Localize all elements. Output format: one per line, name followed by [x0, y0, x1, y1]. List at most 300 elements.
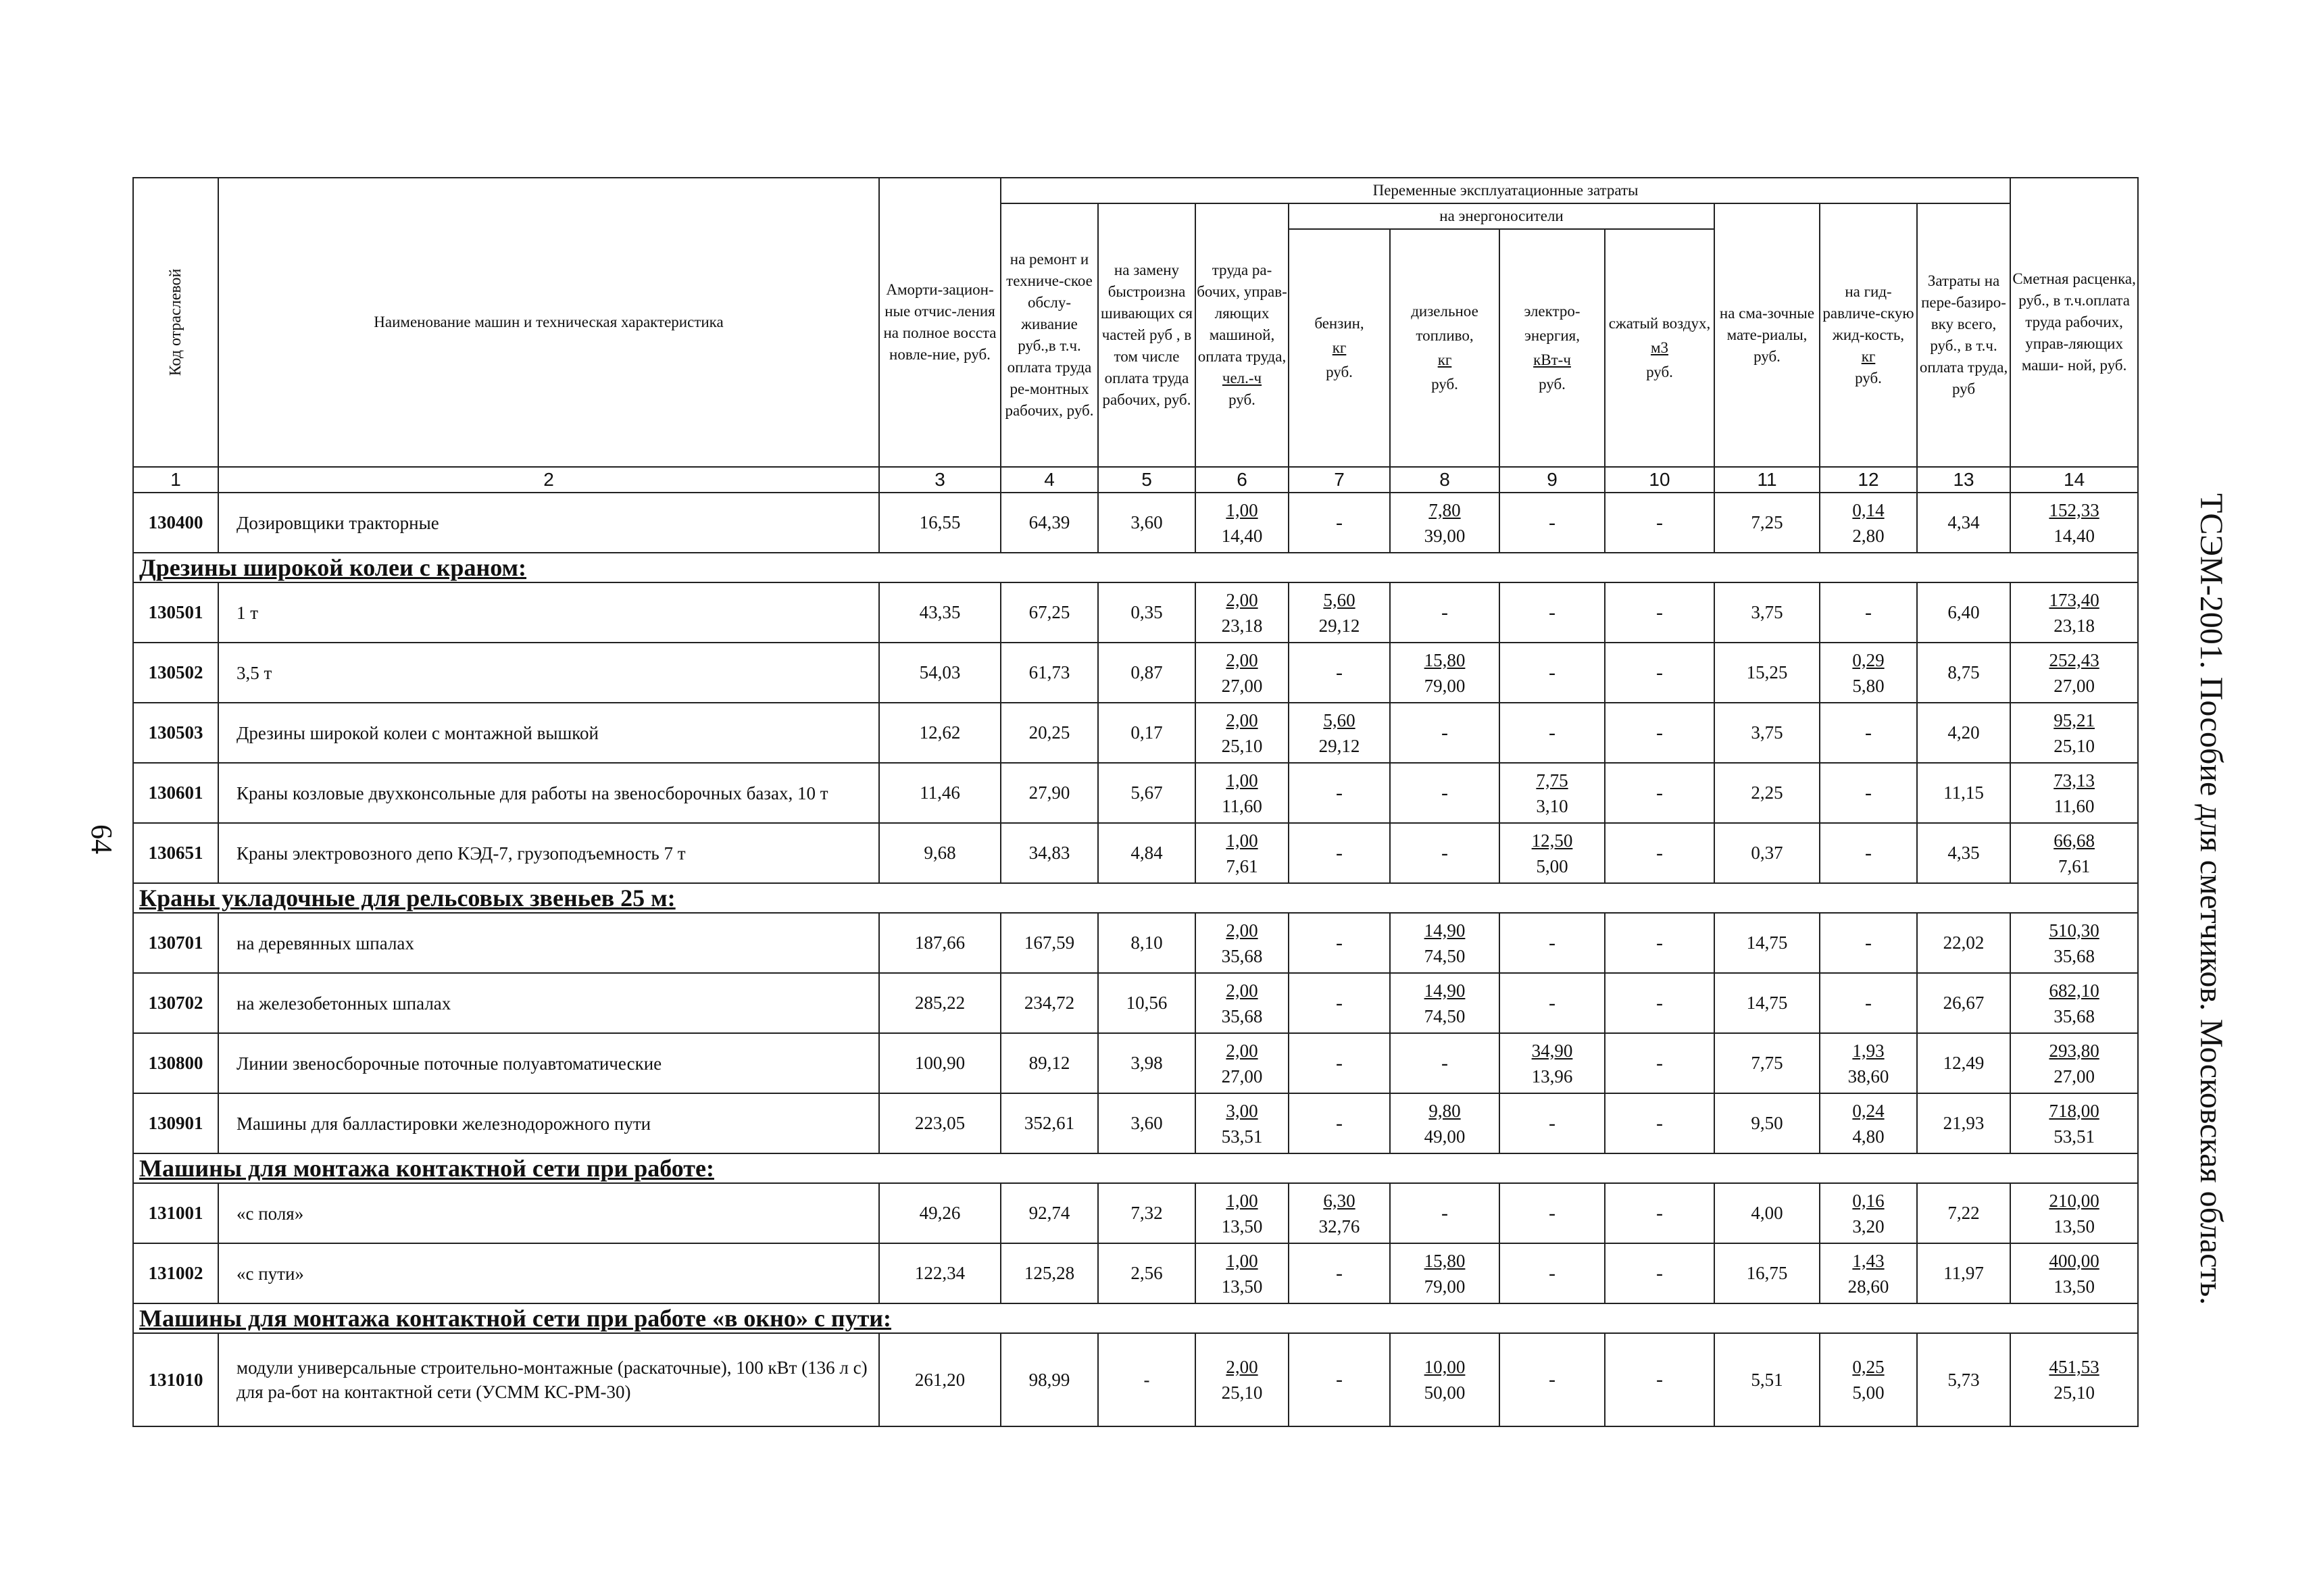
air-value: -: [1656, 661, 1663, 684]
header-amortization: Аморти-зацион-ные отчис-ления на полное восста новле-ние, руб.: [879, 178, 1001, 467]
table-row: [133, 823, 2138, 883]
lubricants-value: 7,25: [1714, 493, 1820, 553]
replace-value: 3,60: [1098, 1093, 1195, 1153]
labor-cost: 25,10: [1221, 735, 1263, 756]
header-air-top: сжатый воздух,: [1608, 315, 1711, 332]
estimate: [2010, 1093, 2138, 1153]
lubricants-value: 15,25: [1714, 643, 1820, 703]
machine-code: 130502: [133, 643, 218, 703]
hydraulic-value: -: [1865, 721, 1872, 744]
lubricants-value: 7,75: [1714, 1033, 1820, 1093]
machine-code: 131002: [133, 1243, 218, 1303]
group-title: Краны укладочные для рельсовых звеньев 25 м:: [133, 883, 2138, 913]
replace-value: 0,87: [1098, 643, 1195, 703]
air: [1605, 703, 1714, 763]
estimate-quantity: 173,40: [2049, 589, 2099, 610]
electric-cost: 13,96: [1531, 1066, 1573, 1087]
air-value: -: [1656, 781, 1663, 804]
air-value: -: [1656, 931, 1663, 954]
labor-cost: 27,00: [1221, 675, 1263, 696]
machine-code: 130701: [133, 913, 218, 973]
relocation-value: 11,97: [1917, 1243, 2010, 1303]
petrol: [1289, 973, 1390, 1033]
air: [1605, 1183, 1714, 1243]
header-labor: [1195, 203, 1289, 467]
machine-code: 131010: [133, 1333, 218, 1426]
diesel-value: -: [1441, 841, 1448, 864]
column-number: 11: [1714, 467, 1820, 493]
group-title: Машины для монтажа контактной сети при работе:: [133, 1153, 2138, 1183]
hydraulic: [1820, 493, 1917, 553]
diesel-cost: 79,00: [1424, 1276, 1466, 1297]
hydraulic-quantity: 1,93: [1852, 1040, 1885, 1061]
labor-cost: 35,68: [1221, 945, 1263, 966]
labor-quantity: 2,00: [1226, 920, 1258, 941]
header-labor-top: труда ра-бочих, управ-ляющих машиной, оплата труда,: [1197, 261, 1287, 365]
air-value: -: [1656, 721, 1663, 744]
air-value: -: [1656, 1051, 1663, 1074]
hydraulic: [1820, 1333, 1917, 1426]
header-air-unit: м3: [1650, 339, 1669, 356]
hydraulic-cost: 28,60: [1847, 1276, 1889, 1297]
estimate: [2010, 763, 2138, 823]
amortization-value: 9,68: [879, 823, 1001, 883]
hydraulic-quantity: 0,16: [1852, 1190, 1885, 1211]
air: [1605, 973, 1714, 1033]
relocation-value: 4,34: [1917, 493, 2010, 553]
header-hydraulic-unit: кг: [1861, 348, 1876, 365]
petrol-value: -: [1336, 991, 1343, 1014]
header-labor-rub: руб.: [1228, 391, 1255, 408]
estimate-quantity: 682,10: [2049, 980, 2099, 1001]
estimate-cost: 53,51: [2053, 1126, 2095, 1147]
column-number: 8: [1390, 467, 1499, 493]
diesel: [1390, 913, 1499, 973]
estimate-quantity: 152,33: [2049, 499, 2099, 520]
page-number: 64: [85, 824, 118, 854]
electric-value: -: [1549, 1201, 1555, 1224]
petrol-value: -: [1336, 661, 1343, 684]
petrol: [1289, 913, 1390, 973]
header-code: [133, 178, 218, 467]
estimate: [2010, 823, 2138, 883]
amortization-value: 12,62: [879, 703, 1001, 763]
column-numbers-row: [133, 467, 2138, 493]
diesel: [1390, 1183, 1499, 1243]
diesel: [1390, 1093, 1499, 1153]
header-code-label: Код отраслевой: [167, 268, 184, 376]
hydraulic: [1820, 703, 1917, 763]
amortization-value: 223,05: [879, 1093, 1001, 1153]
labor-quantity: 2,00: [1226, 1040, 1258, 1061]
repair-value: 34,83: [1001, 823, 1098, 883]
table-row: [133, 703, 2138, 763]
column-number: 9: [1499, 467, 1605, 493]
electric: [1499, 582, 1605, 643]
header-lubricants: на сма-зочные мате-риалы, руб.: [1714, 203, 1820, 467]
hydraulic-value: -: [1865, 841, 1872, 864]
diesel-cost: 49,00: [1424, 1126, 1466, 1147]
petrol: [1289, 823, 1390, 883]
relocation-value: 12,49: [1917, 1033, 2010, 1093]
repair-value: 352,61: [1001, 1093, 1098, 1153]
machine-name: на деревянных шпалах: [218, 913, 879, 973]
electric-value: -: [1549, 1262, 1555, 1285]
header-diesel-unit: кг: [1437, 351, 1452, 368]
repair-value: 98,99: [1001, 1333, 1098, 1426]
labor-quantity: 3,00: [1226, 1100, 1258, 1121]
hydraulic-value: -: [1865, 991, 1872, 1014]
replace-value: 2,56: [1098, 1243, 1195, 1303]
lubricants-value: 4,00: [1714, 1183, 1820, 1243]
column-number: 3: [879, 467, 1001, 493]
column-number: 6: [1195, 467, 1289, 493]
header-hydraulic-rub: руб.: [1855, 370, 1882, 386]
petrol-cost: 29,12: [1318, 735, 1360, 756]
diesel-cost: 74,50: [1424, 1005, 1466, 1026]
group-title: Машины для монтажа контактной сети при работе «в окно» с пути:: [133, 1303, 2138, 1333]
table-row: [133, 1333, 2138, 1426]
lubricants-value: 14,75: [1714, 913, 1820, 973]
machine-name: «с поля»: [218, 1183, 879, 1243]
petrol: [1289, 582, 1390, 643]
electric: [1499, 1033, 1605, 1093]
replace-value: 3,60: [1098, 493, 1195, 553]
diesel-cost: 74,50: [1424, 945, 1466, 966]
estimate: [2010, 1243, 2138, 1303]
labor: [1195, 1183, 1289, 1243]
diesel: [1390, 1243, 1499, 1303]
estimate: [2010, 1183, 2138, 1243]
repair-value: 234,72: [1001, 973, 1098, 1033]
labor-cost: 23,18: [1221, 615, 1263, 636]
electric: [1499, 493, 1605, 553]
electric: [1499, 1243, 1605, 1303]
estimate-cost: 7,61: [2058, 855, 2091, 876]
hydraulic: [1820, 1033, 1917, 1093]
estimate: [2010, 913, 2138, 973]
table-row: [133, 1243, 2138, 1303]
petrol-quantity: 6,30: [1323, 1190, 1355, 1211]
diesel-value: -: [1441, 781, 1448, 804]
electric-value: -: [1549, 1112, 1555, 1134]
machine-name: Краны электровозного депо КЭД-7, грузоподъемность 7 т: [218, 823, 879, 883]
machine-name: Машины для балластировки железнодорожного пути: [218, 1093, 879, 1153]
air: [1605, 1033, 1714, 1093]
petrol: [1289, 1183, 1390, 1243]
petrol: [1289, 493, 1390, 553]
relocation-value: 4,35: [1917, 823, 2010, 883]
labor: [1195, 763, 1289, 823]
diesel-cost: 39,00: [1424, 525, 1466, 546]
group-header-row: [133, 883, 2138, 913]
labor: [1195, 1033, 1289, 1093]
electric-cost: 3,10: [1536, 795, 1568, 816]
column-number: 5: [1098, 467, 1195, 493]
labor: [1195, 643, 1289, 703]
air: [1605, 643, 1714, 703]
labor: [1195, 973, 1289, 1033]
diesel: [1390, 973, 1499, 1033]
machine-code: 130400: [133, 493, 218, 553]
amortization-value: 261,20: [879, 1333, 1001, 1426]
diesel-quantity: 7,80: [1428, 499, 1461, 520]
machine-code: 130503: [133, 703, 218, 763]
group-header-row: [133, 553, 2138, 582]
air-value: -: [1656, 1262, 1663, 1285]
replace-value: 5,67: [1098, 763, 1195, 823]
machine-name: 3,5 т: [218, 643, 879, 703]
machine-code: 130901: [133, 1093, 218, 1153]
electric-value: -: [1549, 511, 1555, 534]
electric: [1499, 1093, 1605, 1153]
petrol: [1289, 643, 1390, 703]
electric: [1499, 703, 1605, 763]
estimate: [2010, 973, 2138, 1033]
diesel-value: -: [1441, 721, 1448, 744]
relocation-value: 6,40: [1917, 582, 2010, 643]
electric-value: -: [1549, 931, 1555, 954]
repair-value: 67,25: [1001, 582, 1098, 643]
header-repair: на ремонт и техниче-ское обслу-живание руб.,в т.ч. оплата труда ре-монтных рабочих, руб.: [1001, 203, 1098, 467]
diesel-value: -: [1441, 601, 1448, 624]
diesel-quantity: 15,80: [1424, 649, 1466, 670]
estimate-cost: 35,68: [2053, 1005, 2095, 1026]
replace-value: 3,98: [1098, 1033, 1195, 1093]
table-row: [133, 763, 2138, 823]
electric-value: -: [1549, 721, 1555, 744]
amortization-value: 43,35: [879, 582, 1001, 643]
header-petrol: [1289, 229, 1390, 467]
relocation-value: 26,67: [1917, 973, 2010, 1033]
petrol-quantity: 5,60: [1323, 709, 1355, 730]
replace-value: 4,84: [1098, 823, 1195, 883]
labor-cost: 13,50: [1221, 1216, 1263, 1237]
replace-value: 8,10: [1098, 913, 1195, 973]
header-electric-rub: руб.: [1539, 376, 1566, 393]
estimate-quantity: 451,53: [2049, 1357, 2099, 1377]
header-name: Наименование машин и техническая характеристика: [218, 178, 879, 467]
diesel-quantity: 15,80: [1424, 1250, 1466, 1271]
petrol-cost: 29,12: [1318, 615, 1360, 636]
air: [1605, 1243, 1714, 1303]
hydraulic-cost: 4,80: [1852, 1126, 1885, 1147]
estimate-cost: 14,40: [2053, 525, 2095, 546]
petrol-cost: 32,76: [1318, 1216, 1360, 1237]
hydraulic: [1820, 823, 1917, 883]
hydraulic-cost: 5,00: [1852, 1382, 1885, 1403]
machine-name: 1 т: [218, 582, 879, 643]
diesel: [1390, 493, 1499, 553]
machine-code: 130601: [133, 763, 218, 823]
hydraulic-quantity: 0,29: [1852, 649, 1885, 670]
header-diesel-top: дизельное топливо,: [1411, 303, 1478, 344]
table-row: [133, 973, 2138, 1033]
petrol: [1289, 1333, 1390, 1426]
labor-cost: 14,40: [1221, 525, 1263, 546]
table-row: [133, 1183, 2138, 1243]
estimate-quantity: 252,43: [2049, 649, 2099, 670]
petrol: [1289, 763, 1390, 823]
diesel-quantity: 14,90: [1424, 980, 1466, 1001]
lubricants-value: 9,50: [1714, 1093, 1820, 1153]
petrol: [1289, 1243, 1390, 1303]
table-row: [133, 1033, 2138, 1093]
machine-code: 130501: [133, 582, 218, 643]
column-number: 14: [2010, 467, 2138, 493]
column-number: 1: [133, 467, 218, 493]
header-diesel-rub: руб.: [1431, 376, 1458, 393]
machine-name: Краны козловые двухконсольные для работы на звеносборочных базах, 10 т: [218, 763, 879, 823]
table-header: [133, 178, 2138, 493]
diesel: [1390, 703, 1499, 763]
petrol-value: -: [1336, 511, 1343, 534]
petrol: [1289, 1093, 1390, 1153]
estimate-cost: 23,18: [2053, 615, 2095, 636]
labor: [1195, 582, 1289, 643]
machine-name: Линии звеносборочные поточные полуавтоматические: [218, 1033, 879, 1093]
rates-table-sheet: [132, 177, 2137, 1426]
electric: [1499, 1333, 1605, 1426]
amortization-value: 54,03: [879, 643, 1001, 703]
estimate-quantity: 718,00: [2049, 1100, 2099, 1121]
estimate: [2010, 582, 2138, 643]
column-number: 2: [218, 467, 879, 493]
diesel: [1390, 823, 1499, 883]
repair-value: 125,28: [1001, 1243, 1098, 1303]
air: [1605, 1333, 1714, 1426]
labor-quantity: 1,00: [1226, 830, 1258, 851]
estimate-quantity: 400,00: [2049, 1250, 2099, 1271]
header-hydraulic: [1820, 203, 1917, 467]
hydraulic-cost: 2,80: [1852, 525, 1885, 546]
electric: [1499, 1183, 1605, 1243]
electric-cost: 5,00: [1536, 855, 1568, 876]
relocation-value: 11,15: [1917, 763, 2010, 823]
estimate-cost: 11,60: [2053, 795, 2095, 816]
column-number: 7: [1289, 467, 1390, 493]
diesel-quantity: 9,80: [1428, 1100, 1461, 1121]
electric-quantity: 34,90: [1531, 1040, 1573, 1061]
relocation-value: 8,75: [1917, 643, 2010, 703]
hydraulic: [1820, 1243, 1917, 1303]
petrol-value: -: [1336, 1368, 1343, 1391]
table-row: [133, 493, 2138, 553]
labor-cost: 35,68: [1221, 1005, 1263, 1026]
header-electric: [1499, 229, 1605, 467]
hydraulic-cost: 38,60: [1847, 1066, 1889, 1087]
estimate-quantity: 66,68: [2053, 830, 2095, 851]
amortization-value: 187,66: [879, 913, 1001, 973]
labor-quantity: 1,00: [1226, 1250, 1258, 1271]
air: [1605, 913, 1714, 973]
hydraulic: [1820, 973, 1917, 1033]
diesel-quantity: 14,90: [1424, 920, 1466, 941]
estimate-cost: 27,00: [2053, 675, 2095, 696]
labor-quantity: 1,00: [1226, 499, 1258, 520]
electric-quantity: 7,75: [1536, 770, 1568, 791]
estimate-quantity: 210,00: [2049, 1190, 2099, 1211]
labor-quantity: 2,00: [1226, 589, 1258, 610]
labor-quantity: 2,00: [1226, 709, 1258, 730]
labor-quantity: 1,00: [1226, 770, 1258, 791]
hydraulic-quantity: 0,25: [1852, 1357, 1885, 1377]
replace-value: 7,32: [1098, 1183, 1195, 1243]
table-row: [133, 913, 2138, 973]
header-estimate: Сметная расценка, руб., в т.ч.оплата труда рабочих, управ-ляющих маши- ной, руб.: [2010, 178, 2138, 467]
estimate: [2010, 703, 2138, 763]
labor-quantity: 1,00: [1226, 1190, 1258, 1211]
machine-code: 131001: [133, 1183, 218, 1243]
estimate: [2010, 1333, 2138, 1426]
labor-quantity: 2,00: [1226, 649, 1258, 670]
header-petrol-rub: руб.: [1326, 364, 1353, 380]
column-number: 4: [1001, 467, 1098, 493]
estimate-quantity: 95,21: [2053, 709, 2095, 730]
hydraulic-quantity: 0,14: [1852, 499, 1885, 520]
hydraulic-cost: 5,80: [1852, 675, 1885, 696]
machine-code: 130800: [133, 1033, 218, 1093]
hydraulic: [1820, 582, 1917, 643]
table-body: [133, 493, 2138, 1426]
air-value: -: [1656, 601, 1663, 624]
estimate-cost: 13,50: [2053, 1276, 2095, 1297]
electric: [1499, 913, 1605, 973]
diesel-cost: 50,00: [1424, 1382, 1466, 1403]
electric-value: -: [1549, 601, 1555, 624]
labor-cost: 53,51: [1221, 1126, 1263, 1147]
column-number: 13: [1917, 467, 2010, 493]
labor: [1195, 1243, 1289, 1303]
labor: [1195, 703, 1289, 763]
header-electric-unit: кВт-ч: [1533, 351, 1571, 368]
table-row: [133, 1093, 2138, 1153]
diesel-value: -: [1441, 1201, 1448, 1224]
amortization-value: 11,46: [879, 763, 1001, 823]
table-row: [133, 643, 2138, 703]
electric-quantity: 12,50: [1531, 830, 1573, 851]
air-value: -: [1656, 841, 1663, 864]
air-value: -: [1656, 511, 1663, 534]
machine-rates-table: [132, 177, 2139, 1427]
replace-value: 0,35: [1098, 582, 1195, 643]
petrol-quantity: 5,60: [1323, 589, 1355, 610]
amortization-value: 285,22: [879, 973, 1001, 1033]
labor: [1195, 823, 1289, 883]
air: [1605, 582, 1714, 643]
electric-value: -: [1549, 991, 1555, 1014]
relocation-value: 7,22: [1917, 1183, 2010, 1243]
header-air-rub: руб.: [1646, 364, 1673, 380]
petrol-value: -: [1336, 931, 1343, 954]
labor: [1195, 913, 1289, 973]
amortization-value: 100,90: [879, 1033, 1001, 1093]
header-petrol-top: бензин,: [1314, 315, 1364, 332]
lubricants-value: 5,51: [1714, 1333, 1820, 1426]
electric: [1499, 643, 1605, 703]
relocation-value: 21,93: [1917, 1093, 2010, 1153]
petrol-value: -: [1336, 781, 1343, 804]
diesel: [1390, 763, 1499, 823]
diesel-cost: 79,00: [1424, 675, 1466, 696]
diesel: [1390, 643, 1499, 703]
hydraulic-value: -: [1865, 601, 1872, 624]
hydraulic: [1820, 913, 1917, 973]
labor-cost: 27,00: [1221, 1066, 1263, 1087]
labor-cost: 7,61: [1226, 855, 1258, 876]
air-value: -: [1656, 991, 1663, 1014]
header-hydraulic-top: на гид-равличе-скую жид-кость,: [1822, 283, 1914, 343]
